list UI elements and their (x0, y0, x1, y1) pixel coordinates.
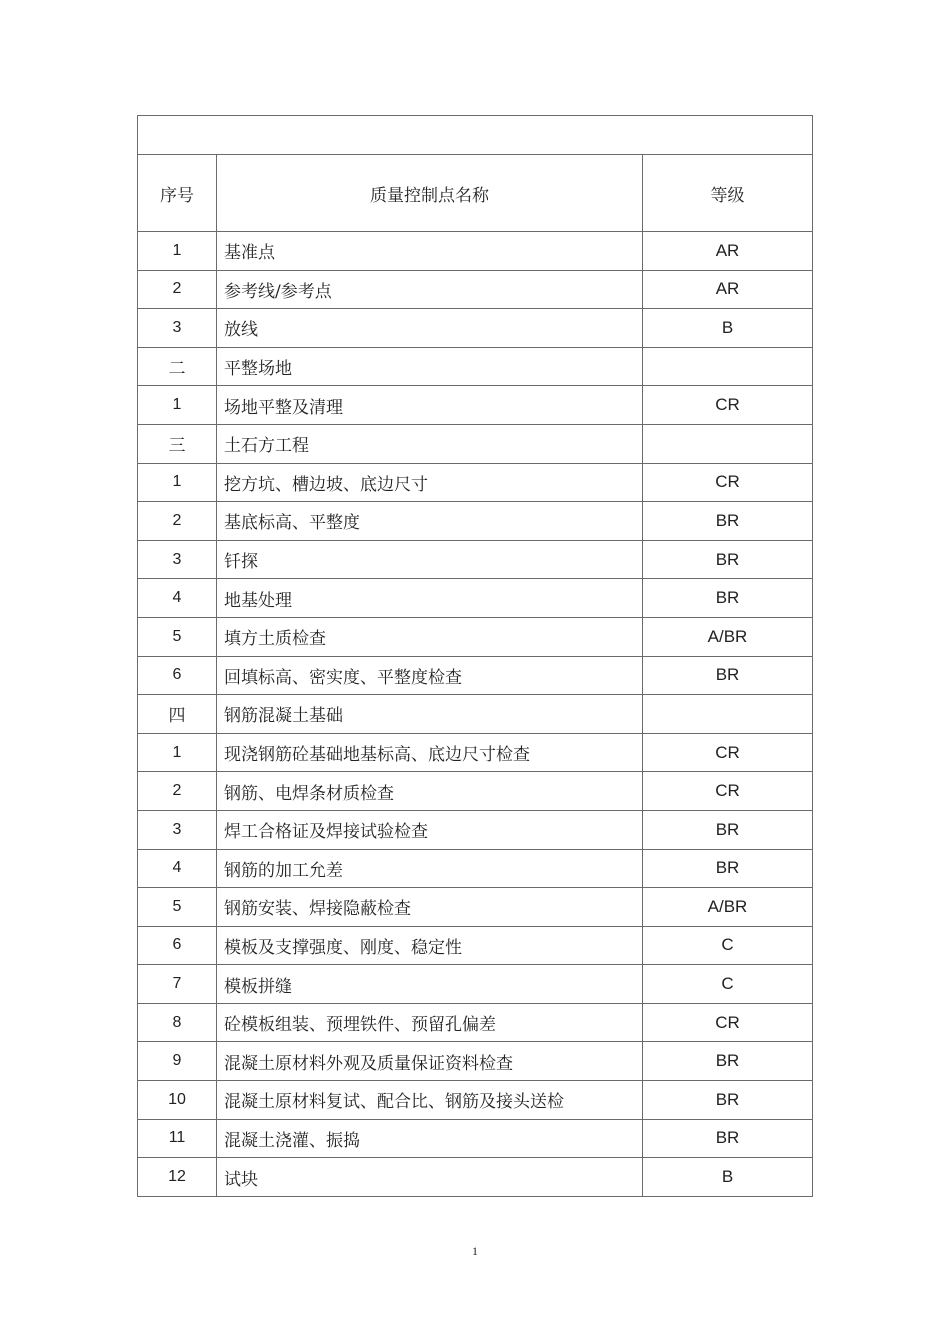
control-point-name: 钢筋、电焊条材质检查 (217, 772, 643, 811)
control-point-name: 挖方坑、槽边坡、底边尺寸 (217, 463, 643, 502)
control-point-name: 焊工合格证及焊接试验检查 (217, 810, 643, 849)
table-row (138, 1158, 813, 1197)
row-number: 5 (138, 617, 217, 656)
table-row (138, 270, 813, 309)
row-number: 4 (138, 849, 217, 888)
grade-value: C (643, 965, 813, 1004)
grade-value: BR (643, 1119, 813, 1158)
control-point-name: 砼模板组装、预埋铁件、预留孔偏差 (217, 1003, 643, 1042)
table-row (138, 386, 813, 425)
control-point-name: 土石方工程 (217, 424, 643, 463)
grade-value: CR (643, 733, 813, 772)
page-number: 1 (472, 1244, 478, 1258)
table-row (138, 810, 813, 849)
grade-value: BR (643, 502, 813, 541)
table-row (138, 232, 813, 271)
row-number: 6 (138, 656, 217, 695)
grade-value: BR (643, 810, 813, 849)
control-point-name: 混凝土浇灌、振捣 (217, 1119, 643, 1158)
control-point-name: 参考线/参考点 (217, 270, 643, 309)
row-number: 10 (138, 1081, 217, 1120)
table-row (138, 347, 813, 386)
table-header-row (138, 155, 813, 232)
row-number: 二 (138, 347, 217, 386)
table-title-row (138, 116, 813, 155)
table-row (138, 424, 813, 463)
grade-value: BR (643, 1042, 813, 1081)
grade-value (643, 695, 813, 734)
control-point-name: 平整场地 (217, 347, 643, 386)
row-number: 11 (138, 1119, 217, 1158)
control-point-name: 钎探 (217, 540, 643, 579)
row-number: 1 (138, 386, 217, 425)
table-title (138, 116, 813, 155)
control-point-name: 试块 (217, 1158, 643, 1197)
row-number: 8 (138, 1003, 217, 1042)
row-number: 四 (138, 695, 217, 734)
header-name: 质量控制点名称 (217, 155, 643, 232)
row-number: 4 (138, 579, 217, 618)
table-row (138, 309, 813, 348)
grade-value: CR (643, 1003, 813, 1042)
row-number: 1 (138, 232, 217, 271)
control-point-name: 填方土质检查 (217, 617, 643, 656)
table-row (138, 772, 813, 811)
row-number: 6 (138, 926, 217, 965)
control-point-name: 混凝土原材料复试、配合比、钢筋及接头送检 (217, 1081, 643, 1120)
row-number: 3 (138, 810, 217, 849)
row-number: 2 (138, 772, 217, 811)
control-point-name: 基底标高、平整度 (217, 502, 643, 541)
table-row (138, 1081, 813, 1120)
row-number: 2 (138, 502, 217, 541)
grade-value (643, 424, 813, 463)
table-row (138, 926, 813, 965)
row-number: 12 (138, 1158, 217, 1197)
grade-value: CR (643, 386, 813, 425)
row-number: 三 (138, 424, 217, 463)
row-number: 5 (138, 888, 217, 927)
table-row (138, 888, 813, 927)
quality-control-table (137, 115, 813, 1197)
grade-value: A/BR (643, 617, 813, 656)
control-point-name: 现浇钢筋砼基础地基标高、底边尺寸检查 (217, 733, 643, 772)
row-number: 2 (138, 270, 217, 309)
row-number: 7 (138, 965, 217, 1004)
row-number: 1 (138, 463, 217, 502)
header-no: 序号 (138, 155, 217, 232)
control-point-name: 钢筋安装、焊接隐蔽检查 (217, 888, 643, 927)
table-row (138, 1003, 813, 1042)
table-row (138, 656, 813, 695)
table-row (138, 617, 813, 656)
table-row (138, 1119, 813, 1158)
table-row (138, 849, 813, 888)
table-row (138, 695, 813, 734)
control-point-name: 放线 (217, 309, 643, 348)
grade-value: AR (643, 270, 813, 309)
table-row (138, 1042, 813, 1081)
control-point-name: 钢筋混凝土基础 (217, 695, 643, 734)
table-row (138, 502, 813, 541)
control-point-name: 混凝土原材料外观及质量保证资料检查 (217, 1042, 643, 1081)
grade-value: A/BR (643, 888, 813, 927)
table-row (138, 463, 813, 502)
grade-value: BR (643, 656, 813, 695)
grade-value: B (643, 309, 813, 348)
table-row (138, 965, 813, 1004)
row-number: 1 (138, 733, 217, 772)
row-number: 3 (138, 540, 217, 579)
control-point-name: 基准点 (217, 232, 643, 271)
control-point-name: 场地平整及清理 (217, 386, 643, 425)
grade-value: BR (643, 849, 813, 888)
header-grade: 等级 (643, 155, 813, 232)
control-point-name: 模板拼缝 (217, 965, 643, 1004)
grade-value: BR (643, 540, 813, 579)
table-row (138, 579, 813, 618)
row-number: 9 (138, 1042, 217, 1081)
grade-value: B (643, 1158, 813, 1197)
control-point-name: 地基处理 (217, 579, 643, 618)
grade-value: BR (643, 1081, 813, 1120)
grade-value: CR (643, 463, 813, 502)
control-point-name: 回填标高、密实度、平整度检查 (217, 656, 643, 695)
grade-value: C (643, 926, 813, 965)
grade-value (643, 347, 813, 386)
grade-value: AR (643, 232, 813, 271)
table-row (138, 540, 813, 579)
row-number: 3 (138, 309, 217, 348)
control-point-name: 模板及支撑强度、刚度、稳定性 (217, 926, 643, 965)
grade-value: BR (643, 579, 813, 618)
grade-value: CR (643, 772, 813, 811)
control-point-name: 钢筋的加工允差 (217, 849, 643, 888)
table-row (138, 733, 813, 772)
